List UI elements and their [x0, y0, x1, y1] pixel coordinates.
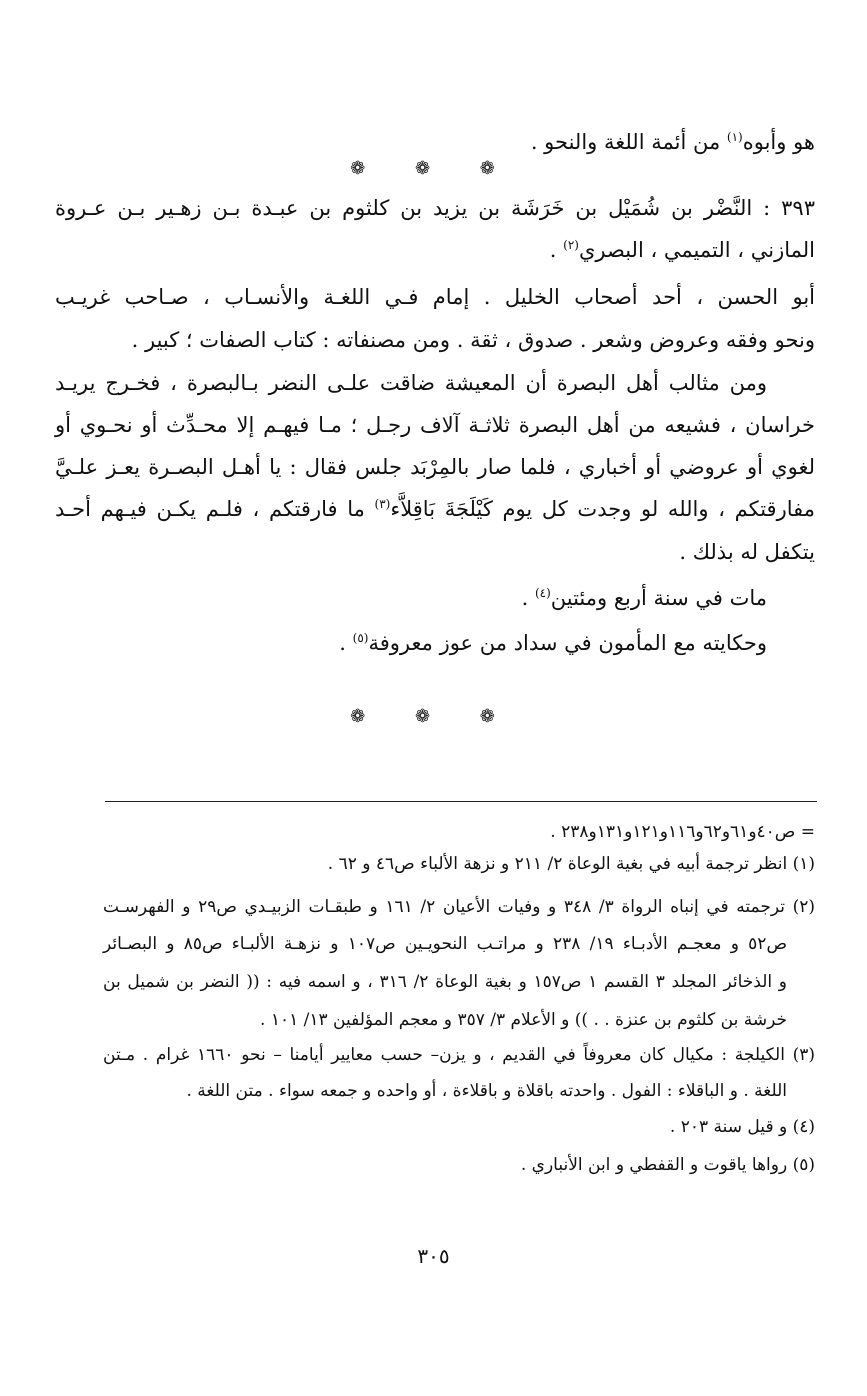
text-run: من أئمة اللغة والنحو . [530, 130, 727, 154]
text-run: مات في سنة أربع ومئتين [550, 586, 767, 610]
footnote-2-line-4: خرشة بن كلثوم بن عنزة . . )) و الأعلام ٣/ ٣٥٧ و معجم المؤلفين ١٣/ ١٠١ . [260, 1010, 787, 1030]
text-line-3 [55, 235, 815, 265]
text-run: ما فارقتكم ، فلـم يكـن فيـهم أحـد [55, 497, 375, 521]
text-line-12 [55, 628, 767, 658]
text-line-4: أبو الحسن ، أحد أصحاب الخليل . إمام فـي اللغـة والأنسـاب ، صـاحب غريـب [55, 285, 815, 309]
footnote-ref-3: (٣) [374, 497, 391, 511]
footnote-ref-2: (٢) [563, 238, 579, 252]
page-number: ٣٠٥ [417, 1244, 450, 1268]
footnote-2-line-1: (٢) ترجمته في إنباه الرواة ٣/ ٣٤٨ و وفيات الأعيان ٢/ ١٦١ و طبقـات الزبيـدي ص٢٩ و الفهرسـت [103, 897, 816, 917]
footnote-5: (٥) رواها ياقوت و القفطي و ابن الأنباري . [520, 1155, 815, 1175]
footnote-3-line-1: (٣) الكيلجة : مكيال كان معروفاً في القديم ، و يزن– حسب معايير أيامنا – نحو ١٦٦٠ غرام . مـتن [103, 1045, 816, 1065]
footnote-1: (١) انظر ترجمة أبيه في بغية الوعاة ٢/ ٢١١ و نزهة الألباء ص٤٦ و ٦٢ . [327, 854, 815, 874]
footnote-ref-1: (١) [726, 130, 743, 144]
footnote-2-line-3: و الذخائر المجلد ٣ القسم ١ ص١٥٧ و بغية الوعاة ٢/ ٣١٦ ، و اسمه فيه : (( النضر بن شميل بن [103, 972, 787, 992]
footnote-separator [105, 801, 817, 802]
text-run: . [339, 631, 353, 655]
ornament-divider-1: ❁ ❁ ❁ [350, 158, 517, 179]
text-line-6: ومن مثالب أهل البصرة أن المعيشة ضاقت علـى النضر بـالبصرة ، فخـرج يريـد [55, 371, 767, 395]
text-line-10: يتكفل له بذلك . [679, 540, 815, 564]
footnote-ref-4: (٤) [534, 586, 551, 600]
text-run: هو وأبوه [742, 130, 815, 154]
footnote-ref-5: (٥) [352, 631, 369, 645]
text-line-1 [55, 127, 815, 157]
text-line-9 [55, 494, 815, 524]
footnote-continuation: = ص٤٠و٦١و٦٢و١١٦و١٢١و١٣١و٢٣٨ . [550, 822, 815, 842]
text-run: المازني ، التميمي ، البصري [578, 238, 815, 262]
text-line-8: لغوي أو عروضي أو أخباري ، فلما صار بالمِرْبَد جلس فقال : يا أهـل البصـرة يعـز علـيَّ [55, 455, 815, 479]
text-line-11 [55, 583, 767, 613]
text-line-7: خراسان ، فشيعه من أهل البصرة ثلاثـة آلاف رجـل ؛ مـا فيهـم إلا محـدِّث أو نحـوي أو [55, 413, 815, 437]
text-run: . [549, 238, 564, 262]
text-run: مفارقتكم ، والله لو وجدت كل يوم كَيْلَجَةَ بَاقِلاَّء [390, 497, 815, 521]
footnote-4: (٤) و قيل سنة ٢٠٣ . [669, 1117, 815, 1137]
footnote-2-line-2: ص٥٢ و معجـم الأدبـاء ١٩/ ٢٣٨ و مراتـب النحويـين ص١٠٧ و نزهـة الألبـاء ص٨٥ و البصـائر [103, 934, 787, 954]
text-run: وحكايته مع المأمون في سداد من عوز معروفة [368, 631, 767, 655]
text-line-5: ونحو وفقه وعروض وشعر . صدوق ، ثقة . ومن مصنفاته : كتاب الصفات ؛ كبير . [131, 328, 815, 352]
ornament-divider-2: ❁ ❁ ❁ [350, 706, 517, 727]
entry-heading-line: ٣٩٣ : النَّضْر بن شُمَيْل بن خَرَشَة بن يزيد بن كلثوم بن عبـدة بـن زهـير بـن عـروة [55, 196, 815, 220]
text-run: . [521, 586, 535, 610]
footnote-3-line-2: اللغة . و الباقلاء : الفول . واحدته باقلاة و باقلاءة ، أو واحده و جمعه سواء . متن اللغة . [186, 1081, 787, 1101]
